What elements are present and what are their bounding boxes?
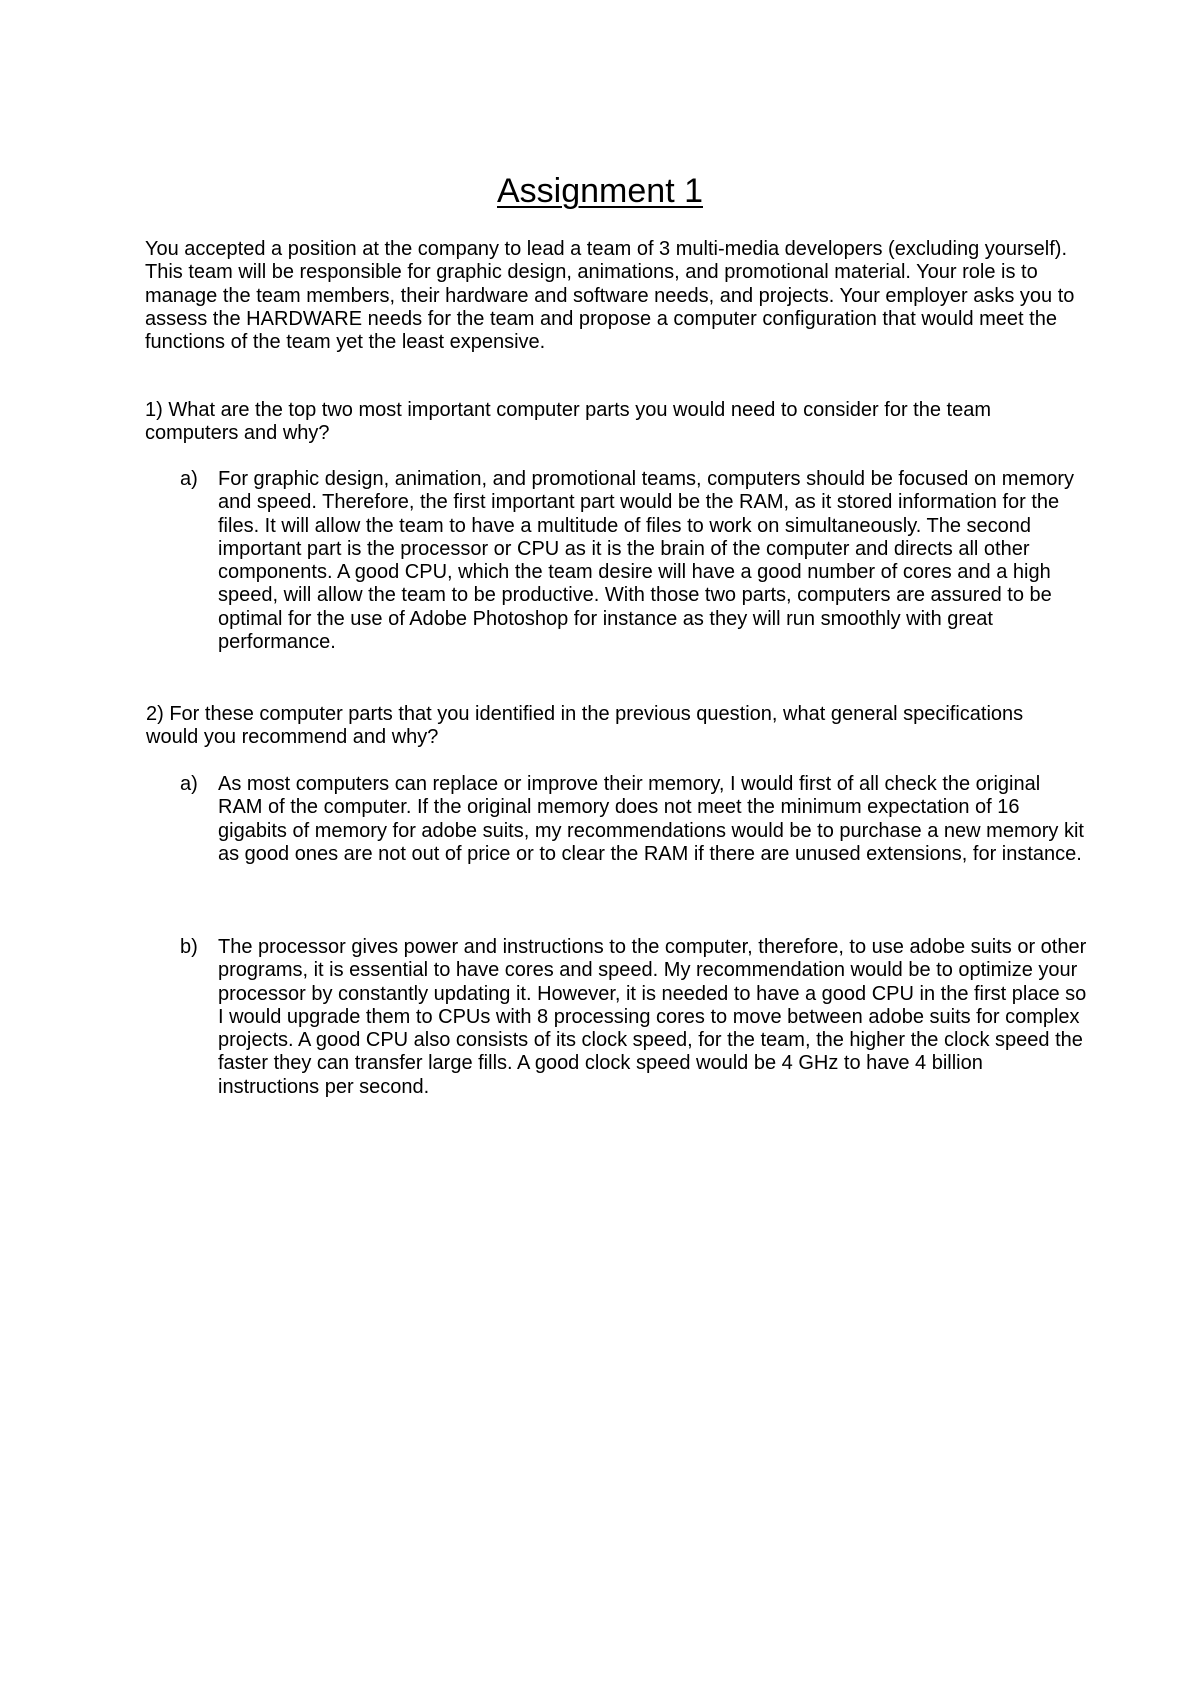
answer-2a: As most computers can replace or improve their memory, I would first of all check the original RAM of the computer. If the original memory does not meet the minimum expectation of 16 gigabits of memory for adobe suits, my recommendations would be to purchase a new memory kit as good ones are not out of price or to clear the RAM if there are unused extensions, for instance. xyxy=(218,773,1084,865)
answer-1a: For graphic design, animation, and promotional teams, computers should be focused on memory and speed. Therefore, the first important part would be the RAM, as it stored information for the files. It will allow the team to have a multitude of files to work on simultaneously. The second important part is the processor or CPU as it is the brain of the computer and directs all other components. A good CPU, which the team desire will have a good number of cores and a high speed, will allow the team to be productive. With those two parts, computers are assured to be optimal for the use of Adobe Photoshop for instance as they will run smoothly with great performance. xyxy=(218,468,1075,654)
answer-2b: The processor gives power and instructions to the computer, therefore, to use adobe suits or other programs, it is essential to have cores and speed. My recommendation would be to optimize your processor by constantly updating it. However, it is needed to have a good CPU in the first place so I would upgrade them to CPUs with 8 processing cores to move between adobe suits for complex projects. A good CPU also consists of its clock speed, for the team, the higher the clock speed the faster they can transfer large fills. A good clock speed would be 4 GHz to have 4 billion instructions per second. xyxy=(218,936,1087,1098)
answer-marker-1a: a) xyxy=(180,468,198,490)
answer-marker-2a: a) xyxy=(180,773,198,795)
intro-paragraph: You accepted a position at the company to lead a team of 3 multi-media developers (excluding yourself). This team will be responsible for graphic design, animations, and promotional material. Your role is to manage the team members, their hardware and software needs, and projects. Your employer asks you to assess the HARDWARE needs for the team and propose a computer configuration that would meet the functions of the team yet the least expensive. xyxy=(145,238,1075,354)
question-2: 2) For these computer parts that you identified in the previous question, what general specifications would you recommend and why? xyxy=(146,703,1024,749)
answer-marker-2b: b) xyxy=(180,936,198,958)
document-title: Assignment 1 xyxy=(497,172,703,210)
question-1: 1) What are the top two most important computer parts you would need to consider for the team computers and why? xyxy=(145,399,991,445)
